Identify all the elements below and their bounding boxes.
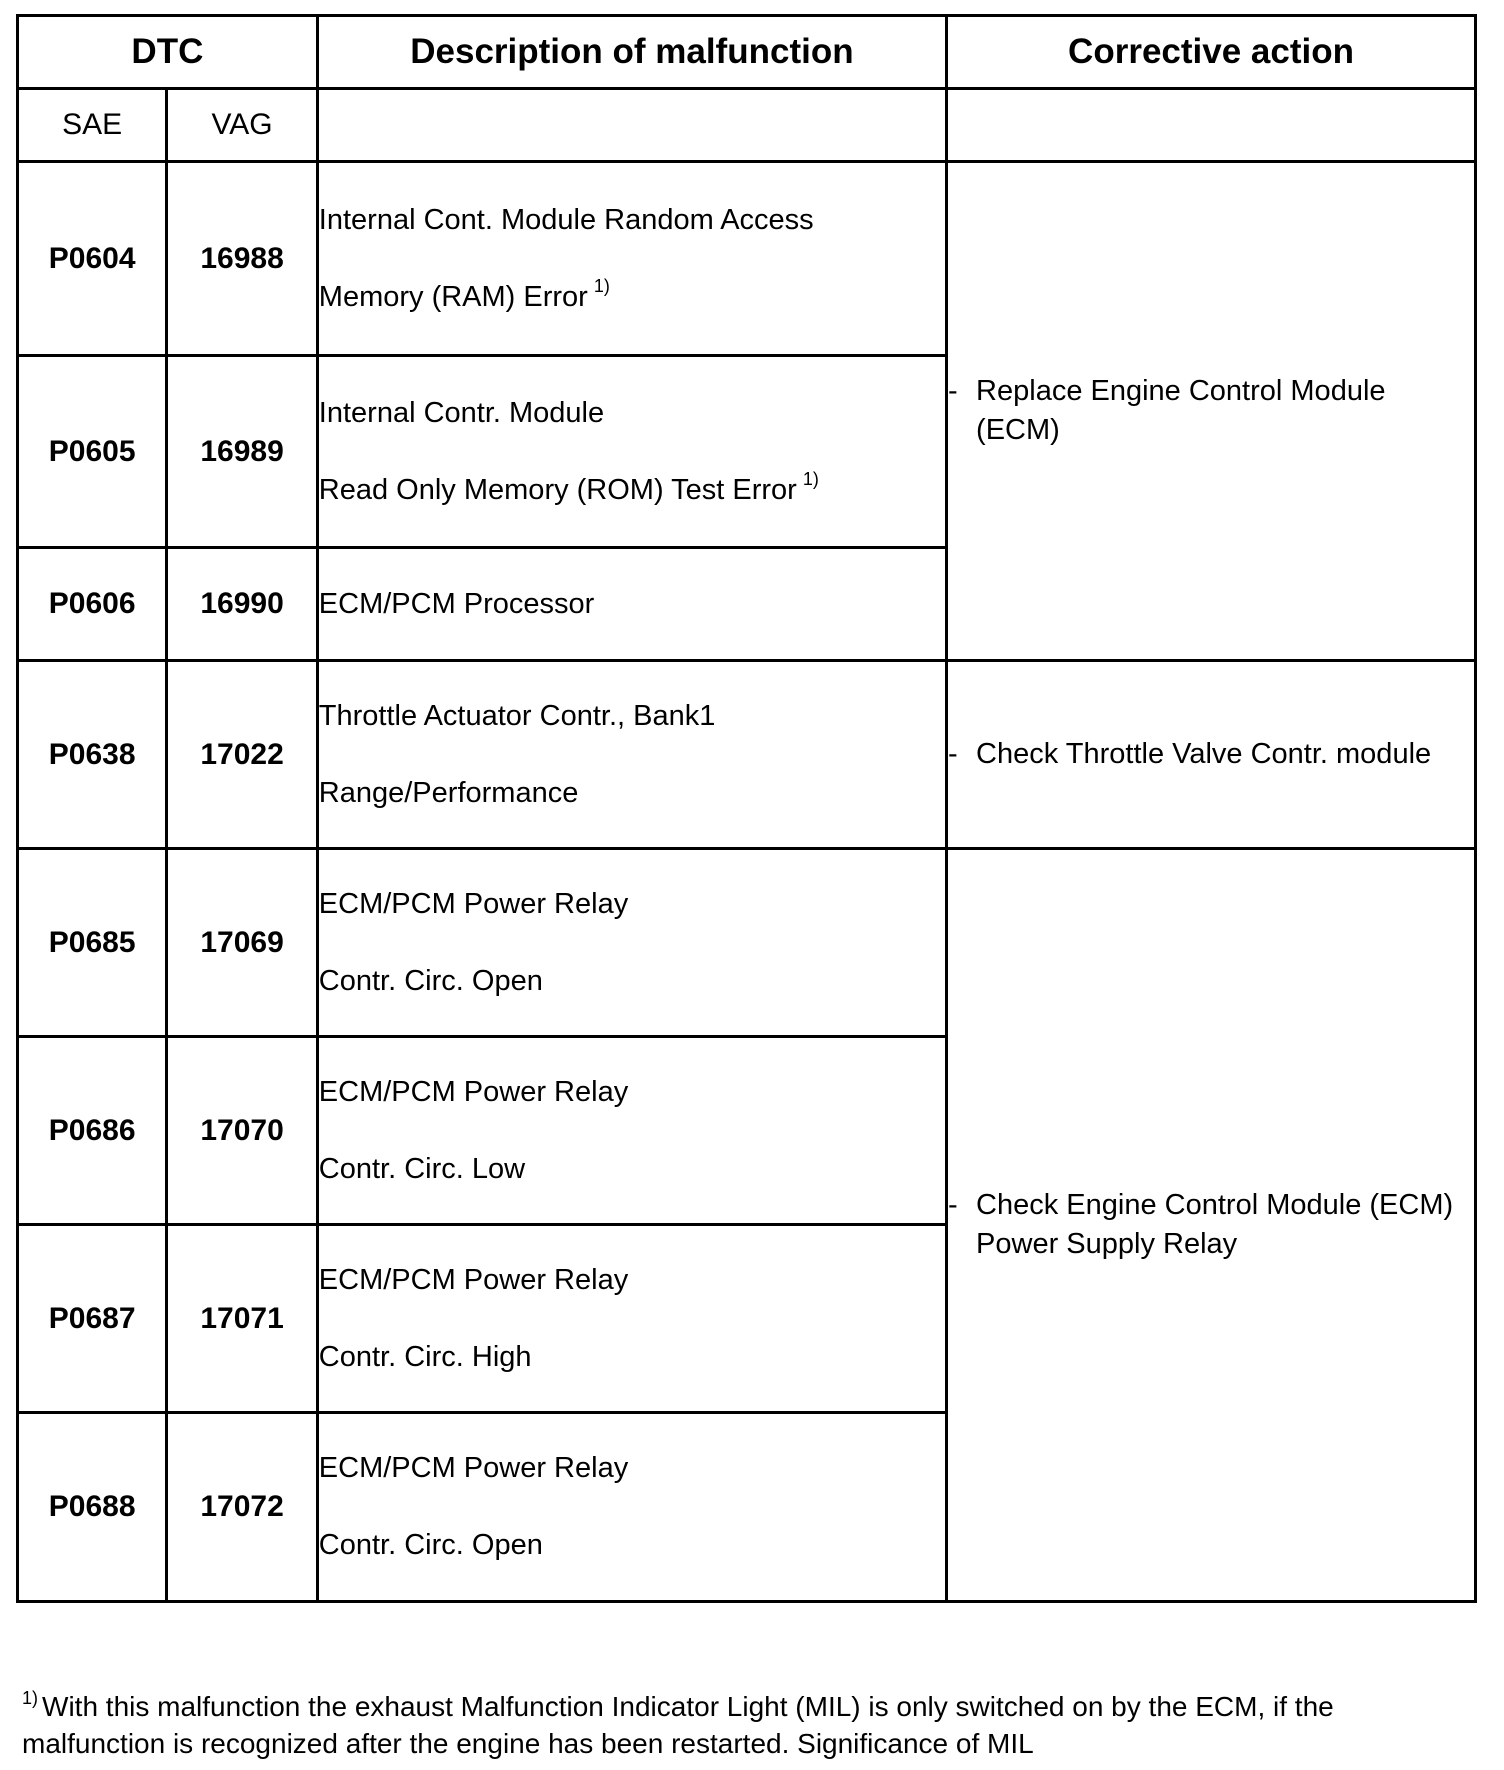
vag-code: 16989 xyxy=(167,356,317,548)
description-line-1: Throttle Actuator Contr., Bank1 xyxy=(318,699,716,732)
footnote-marker: 1) xyxy=(22,1688,39,1708)
description-line-1: Internal Contr. Module xyxy=(318,396,605,429)
description-line-1: ECM/PCM Processor xyxy=(318,587,595,620)
malfunction-description xyxy=(317,548,946,661)
description-line-2: Contr. Circ. High xyxy=(318,1340,532,1373)
dash-bullet: - xyxy=(948,738,958,770)
malfunction-description xyxy=(317,1225,946,1413)
vag-code: 17069 xyxy=(167,849,317,1037)
description-line-2: Range/Performance xyxy=(318,776,579,809)
malfunction-description xyxy=(317,849,946,1037)
action-item xyxy=(948,372,1474,450)
vag-code: 16990 xyxy=(167,548,317,661)
malfunction-description xyxy=(317,661,946,849)
sae-code: P0686 xyxy=(18,1037,167,1225)
sae-code: P0685 xyxy=(18,849,167,1037)
dash-bullet: - xyxy=(948,375,958,407)
corrective-action xyxy=(947,661,1476,849)
corrective-action xyxy=(947,162,1476,661)
description-line-2 xyxy=(318,468,945,510)
subheader-empty-action xyxy=(947,89,1476,162)
subheader-empty-description xyxy=(317,89,946,162)
description-line-1: ECM/PCM Power Relay xyxy=(318,1075,629,1108)
description-line-2: Contr. Circ. Open xyxy=(318,964,543,997)
subheader-row xyxy=(18,89,1476,162)
sae-code: P0605 xyxy=(18,356,167,548)
sae-code: P0687 xyxy=(18,1225,167,1413)
malfunction-description xyxy=(317,1413,946,1602)
header-row xyxy=(18,16,1476,89)
header-dtc: DTC xyxy=(18,16,318,89)
header-description: Description of malfunction xyxy=(317,16,946,89)
sae-code: P0606 xyxy=(18,548,167,661)
header-sae: SAE xyxy=(18,89,167,162)
sae-code: P0638 xyxy=(18,661,167,849)
vag-code: 17071 xyxy=(167,1225,317,1413)
footnote-ref: 1) xyxy=(593,275,610,296)
malfunction-description xyxy=(317,1037,946,1225)
action-item xyxy=(948,735,1474,774)
description-line-2: Contr. Circ. Open xyxy=(318,1529,543,1561)
vag-code: 17072 xyxy=(167,1413,317,1602)
description-line-2: Contr. Circ. Low xyxy=(318,1152,526,1185)
sae-code: P0604 xyxy=(18,162,167,356)
description-line-1: ECM/PCM Power Relay xyxy=(318,1452,629,1484)
table-row xyxy=(18,162,1476,356)
description-line-1: ECM/PCM Power Relay xyxy=(318,1263,629,1296)
footnote-text: With this malfunction the exhaust Malfunction Indicator Light (MIL) is only switched on by the ECM, if the malfunction is recognized after the engine has been restarted. Significance of MIL xyxy=(22,1691,1334,1759)
action-text: Check Throttle Valve Contr. module xyxy=(976,738,1432,770)
header-vag: VAG xyxy=(167,89,317,162)
description-line-2 xyxy=(318,275,945,317)
malfunction-description xyxy=(317,356,946,548)
vag-code: 17022 xyxy=(167,661,317,849)
vag-code: 16988 xyxy=(167,162,317,356)
corrective-action xyxy=(947,849,1476,1602)
action-item xyxy=(948,1186,1474,1264)
table-row xyxy=(18,849,1476,1037)
action-text: Check Engine Control Module (ECM) Power Supply Relay xyxy=(976,1189,1454,1260)
vag-code: 17070 xyxy=(167,1037,317,1225)
description-line-1: ECM/PCM Power Relay xyxy=(318,887,629,920)
action-text: Replace Engine Control Module (ECM) xyxy=(976,375,1386,446)
footnote xyxy=(22,1688,1482,1762)
dash-bullet: - xyxy=(948,1189,958,1221)
footnote-ref: 1) xyxy=(802,468,819,489)
dtc-table xyxy=(16,14,1477,1603)
malfunction-description xyxy=(317,162,946,356)
description-line-1: Internal Cont. Module Random Access xyxy=(318,203,814,236)
table-row xyxy=(18,661,1476,849)
sae-code: P0688 xyxy=(18,1413,167,1602)
description-line-2-text: Read Only Memory (ROM) Test Error xyxy=(318,473,797,506)
description-line-2-text: Memory (RAM) Error xyxy=(318,280,588,313)
header-action: Corrective action xyxy=(947,16,1476,89)
